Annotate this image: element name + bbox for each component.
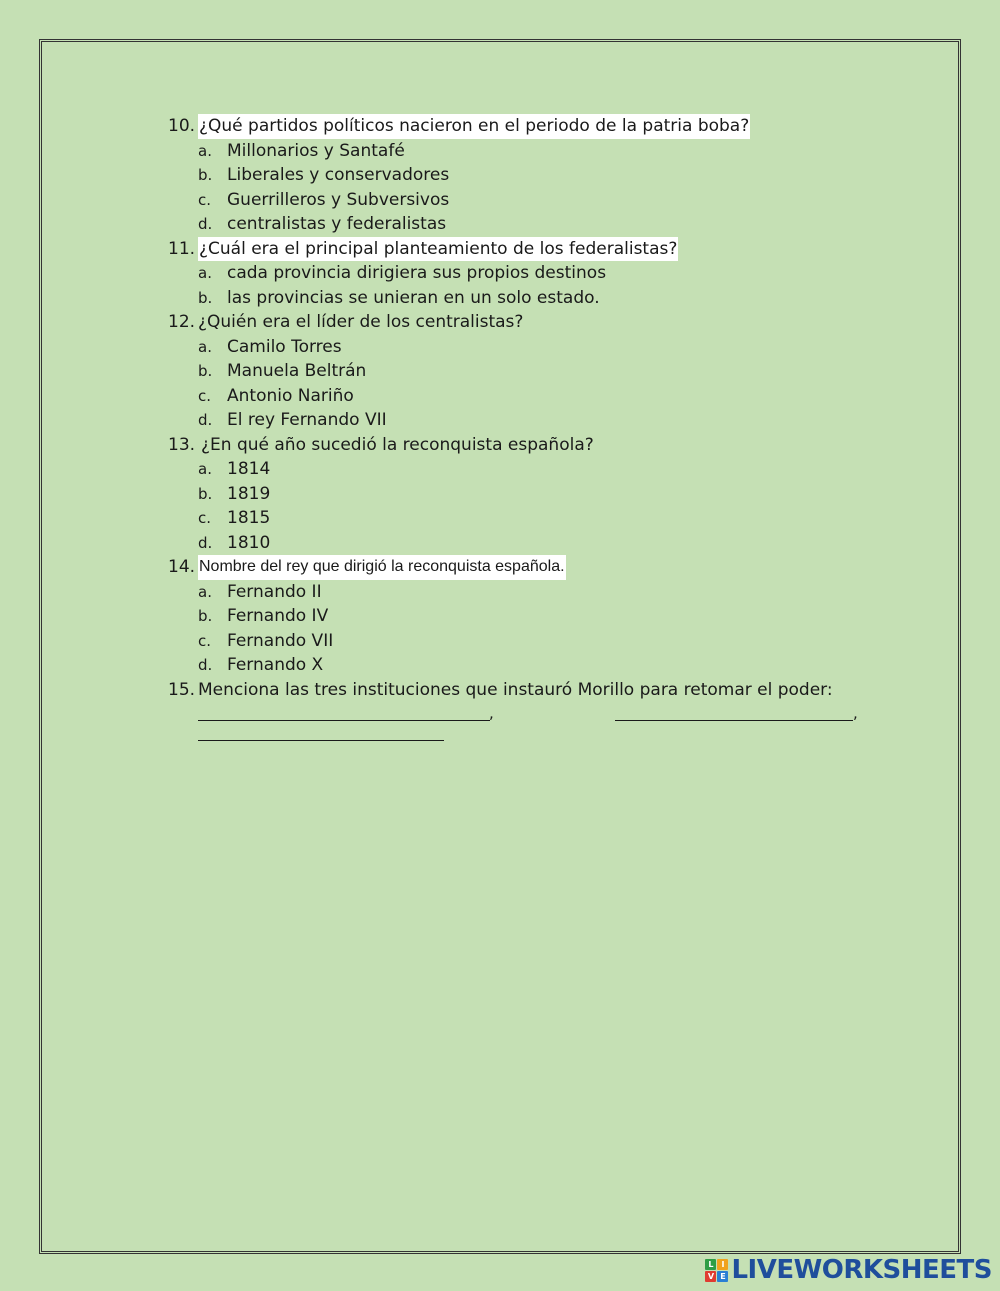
option-letter: c. — [198, 509, 212, 527]
option-letter: a. — [198, 141, 212, 160]
question-text: Menciona las tres instituciones que instauró Morillo para retomar el poder: — [198, 679, 833, 700]
option-letter: b. — [198, 607, 213, 625]
logo-letter: V — [705, 1271, 716, 1282]
question-number: 13. — [168, 434, 196, 455]
option-14c[interactable] — [168, 629, 868, 654]
blank-separator: , — [489, 704, 494, 722]
option-11b[interactable] — [168, 286, 868, 311]
option-text: Liberales y conservadores — [227, 165, 450, 185]
option-letter: d. — [198, 533, 213, 552]
option-letter: b. — [198, 484, 213, 503]
question-15 — [168, 678, 868, 703]
question-text: Nombre del rey que dirigió la reconquista española. — [198, 555, 566, 580]
logo-icon — [705, 1259, 728, 1282]
option-letter: a. — [198, 460, 212, 478]
option-13c[interactable] — [168, 506, 868, 531]
option-10b[interactable] — [168, 163, 868, 188]
question-number: 12. — [168, 312, 196, 332]
option-text: Fernando X — [227, 655, 324, 675]
option-10d[interactable] — [168, 212, 868, 237]
option-letter: b. — [198, 362, 213, 380]
option-letter: d. — [198, 656, 213, 674]
answer-blanks — [168, 702, 868, 752]
question-14 — [168, 555, 868, 580]
question-text: ¿Quién era el líder de los centralistas? — [198, 312, 524, 332]
option-text: 1814 — [227, 459, 271, 479]
logo-letter: E — [717, 1271, 728, 1282]
question-11 — [168, 237, 868, 262]
option-text: cada provincia dirigiera sus propios destinos — [227, 263, 607, 283]
question-text: ¿Qué partidos políticos nacieron en el periodo de la patria boba? — [198, 114, 750, 139]
logo-letter: I — [717, 1259, 728, 1270]
option-text: Manuela Beltrán — [227, 361, 367, 381]
option-14d[interactable] — [168, 653, 868, 678]
question-number: 11. — [168, 238, 196, 259]
option-text: Fernando VII — [227, 630, 334, 651]
option-10c[interactable] — [168, 188, 868, 213]
option-text: Antonio Nariño — [227, 385, 354, 406]
option-10a[interactable] — [168, 139, 868, 164]
option-letter: a. — [198, 582, 212, 601]
logo-letter: L — [705, 1259, 716, 1270]
logo-text: LIVEWORKSHEETS — [731, 1255, 992, 1285]
question-text: ¿Cuál era el principal planteamiento de los federalistas? — [198, 237, 678, 262]
option-text: Fernando II — [227, 581, 322, 602]
option-13a[interactable] — [168, 457, 868, 482]
option-12d[interactable] — [168, 408, 868, 433]
question-text: ¿En qué año sucedió la reconquista española? — [201, 434, 594, 455]
option-13d[interactable] — [168, 531, 868, 556]
option-12c[interactable] — [168, 384, 868, 409]
option-text: El rey Fernando VII — [227, 410, 387, 430]
option-letter: a. — [198, 264, 212, 282]
question-10 — [168, 114, 868, 139]
option-text: 1819 — [227, 483, 271, 504]
option-text: Guerrilleros y Subversivos — [227, 189, 450, 210]
option-letter: b. — [198, 166, 213, 184]
liveworksheets-logo — [705, 1255, 992, 1285]
question-number: 14. — [168, 557, 196, 577]
option-letter: c. — [198, 386, 212, 405]
option-text: Fernando IV — [227, 606, 329, 626]
question-12 — [168, 310, 868, 335]
option-letter: a. — [198, 337, 212, 356]
option-letter: d. — [198, 411, 213, 429]
questionnaire — [168, 114, 868, 752]
answer-blank-2[interactable] — [615, 702, 853, 721]
answer-blank-3[interactable] — [198, 722, 444, 741]
question-number: 15. — [168, 679, 196, 700]
option-text: Camilo Torres — [227, 336, 342, 357]
option-letter: c. — [198, 631, 212, 650]
option-text: 1810 — [227, 532, 271, 553]
option-12b[interactable] — [168, 359, 868, 384]
option-13b[interactable] — [168, 482, 868, 507]
option-11a[interactable] — [168, 261, 868, 286]
option-text: centralistas y federalistas — [227, 214, 447, 234]
option-14a[interactable] — [168, 580, 868, 605]
blank-separator: , — [853, 704, 858, 722]
option-text: 1815 — [227, 508, 271, 528]
option-letter: b. — [198, 288, 213, 307]
answer-blank-1[interactable] — [198, 702, 490, 721]
option-12a[interactable] — [168, 335, 868, 360]
option-letter: c. — [198, 190, 212, 209]
question-number: 10. — [168, 116, 196, 136]
option-text: las provincias se unieran en un solo estado. — [227, 287, 600, 308]
option-letter: d. — [198, 215, 213, 233]
question-13 — [168, 433, 868, 458]
option-14b[interactable] — [168, 604, 868, 629]
option-text: Millonarios y Santafé — [227, 140, 405, 161]
